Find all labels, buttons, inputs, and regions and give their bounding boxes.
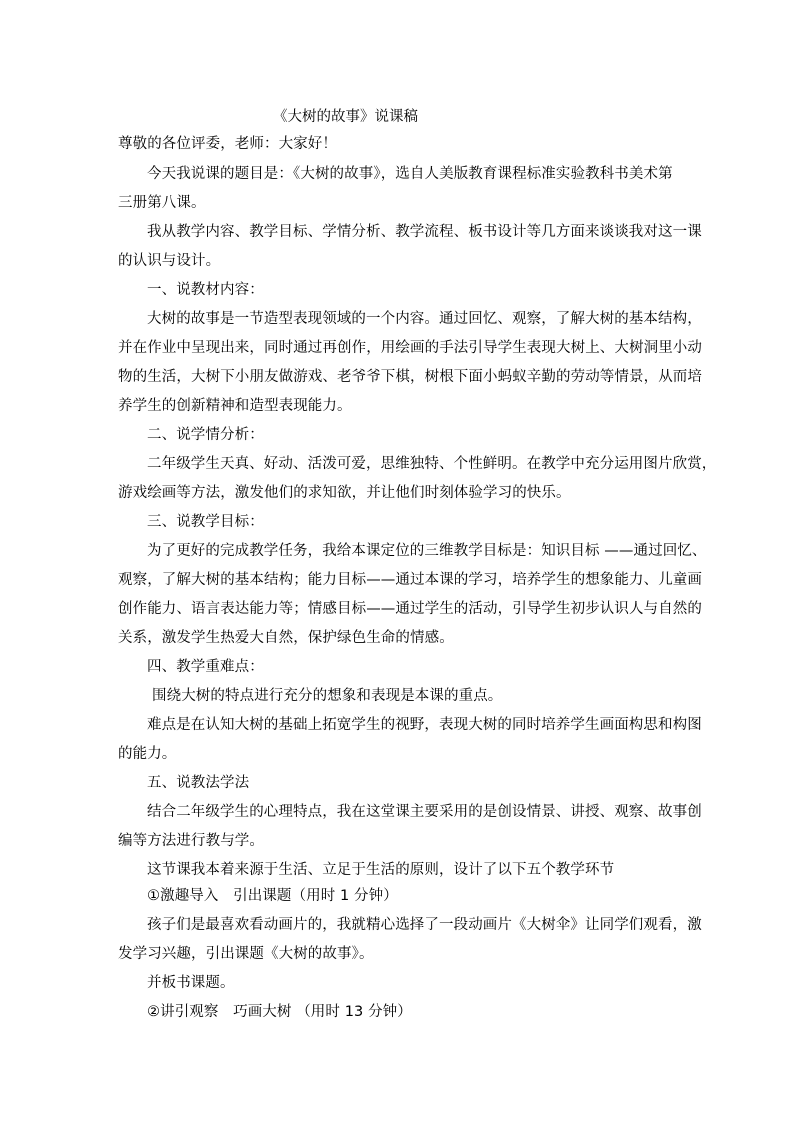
text-line: 关系，激发学生热爱大自然，保护绿色生命的情感。 xyxy=(118,630,454,646)
section-heading: 一、说教材内容： xyxy=(147,282,264,298)
text-line: 围绕大树的特点进行充分的想象和表现是本课的重点。 xyxy=(152,688,503,704)
text-line: 为了更好的完成教学任务，我给本课定位的三维教学目标是：知识目标 ——通过回忆、 xyxy=(147,543,707,559)
text-line: 我从教学内容、教学目标、学情分析、教学流程、板书设计等几方面来谈谈我对这一课 xyxy=(147,224,702,240)
text-line: 并在作业中呈现出来，同时通过再创作，用绘画的手法引导学生表现大树上、大树洞里小动 xyxy=(118,340,702,356)
text-line: 创作能力、语言表达能力等；情感目标——通过学生的活动，引导学生初步认识人与自然的 xyxy=(118,601,702,617)
text-line: 难点是在认知大树的基础上拓宽学生的视野，表现大树的同时培养学生画面构思和构图 xyxy=(147,717,702,733)
text-line: 这节课我本着来源于生活、立足于生活的原则，设计了以下五个教学环节 xyxy=(147,862,615,878)
text-line: 结合二年级学生的心理特点，我在这堂课主要采用的是创设情景、讲授、观察、故事创 xyxy=(147,804,702,820)
text-line-greeting: 尊敬的各位评委，老师：大家好！ xyxy=(118,136,337,152)
text-line: 并板书课题。 xyxy=(147,975,235,991)
text-line: 发学习兴趣，引出课题《大树的故事》。 xyxy=(118,946,374,962)
text-line: 游戏绘画等方法，激发他们的求知欲，并让他们时刻体验学习的快乐。 xyxy=(118,485,571,501)
text-line: 观察，了解大树的基本结构；能力目标——通过本课的学习，培养学生的想象能力、儿童画 xyxy=(118,572,702,588)
text-line: 二年级学生天真、好动、活泼可爱，思维独特、个性鲜明。在教学中充分运用图片欣赏， xyxy=(147,456,717,472)
text-line: 孩子们是最喜欢看动画片的，我就精心选择了一段动画片《大树伞》让同学们观看，激 xyxy=(147,917,702,933)
text-line: 物的生活，大树下小朋友做游戏、老爷爷下棋，树根下面小蚂蚁辛勤的劳动等情景，从而培 xyxy=(118,369,702,385)
section-heading: 二、说学情分析： xyxy=(147,427,264,443)
section-heading: 五、说教法学法 xyxy=(147,775,250,791)
section-heading: 四、教学重难点： xyxy=(147,659,264,675)
text-line: 编等方法进行教与学。 xyxy=(118,833,264,849)
text-line: 三册第八课。 xyxy=(118,195,206,211)
text-line: 的能力。 xyxy=(118,746,177,762)
section-heading: 三、说教学目标： xyxy=(147,514,264,530)
text-line: 养学生的创新精神和造型表现能力。 xyxy=(118,398,352,414)
text-line: 的认识与设计。 xyxy=(118,253,221,269)
text-line: 今天我说课的题目是：《大树的故事》，选自人美版教育课程标准实验教科书美术第 xyxy=(147,166,673,182)
step-heading: ②讲引观察 巧画大树 （用时 13 分钟） xyxy=(147,1004,412,1020)
text-line: 大树的故事是一节造型表现领域的一个内容。通过回忆、观察，了解大树的基本结构， xyxy=(147,311,702,327)
document-title: 《大树的故事》说课稿 xyxy=(273,109,418,125)
step-heading: ①激趣导入 引出课题（用时 1 分钟） xyxy=(147,888,398,904)
